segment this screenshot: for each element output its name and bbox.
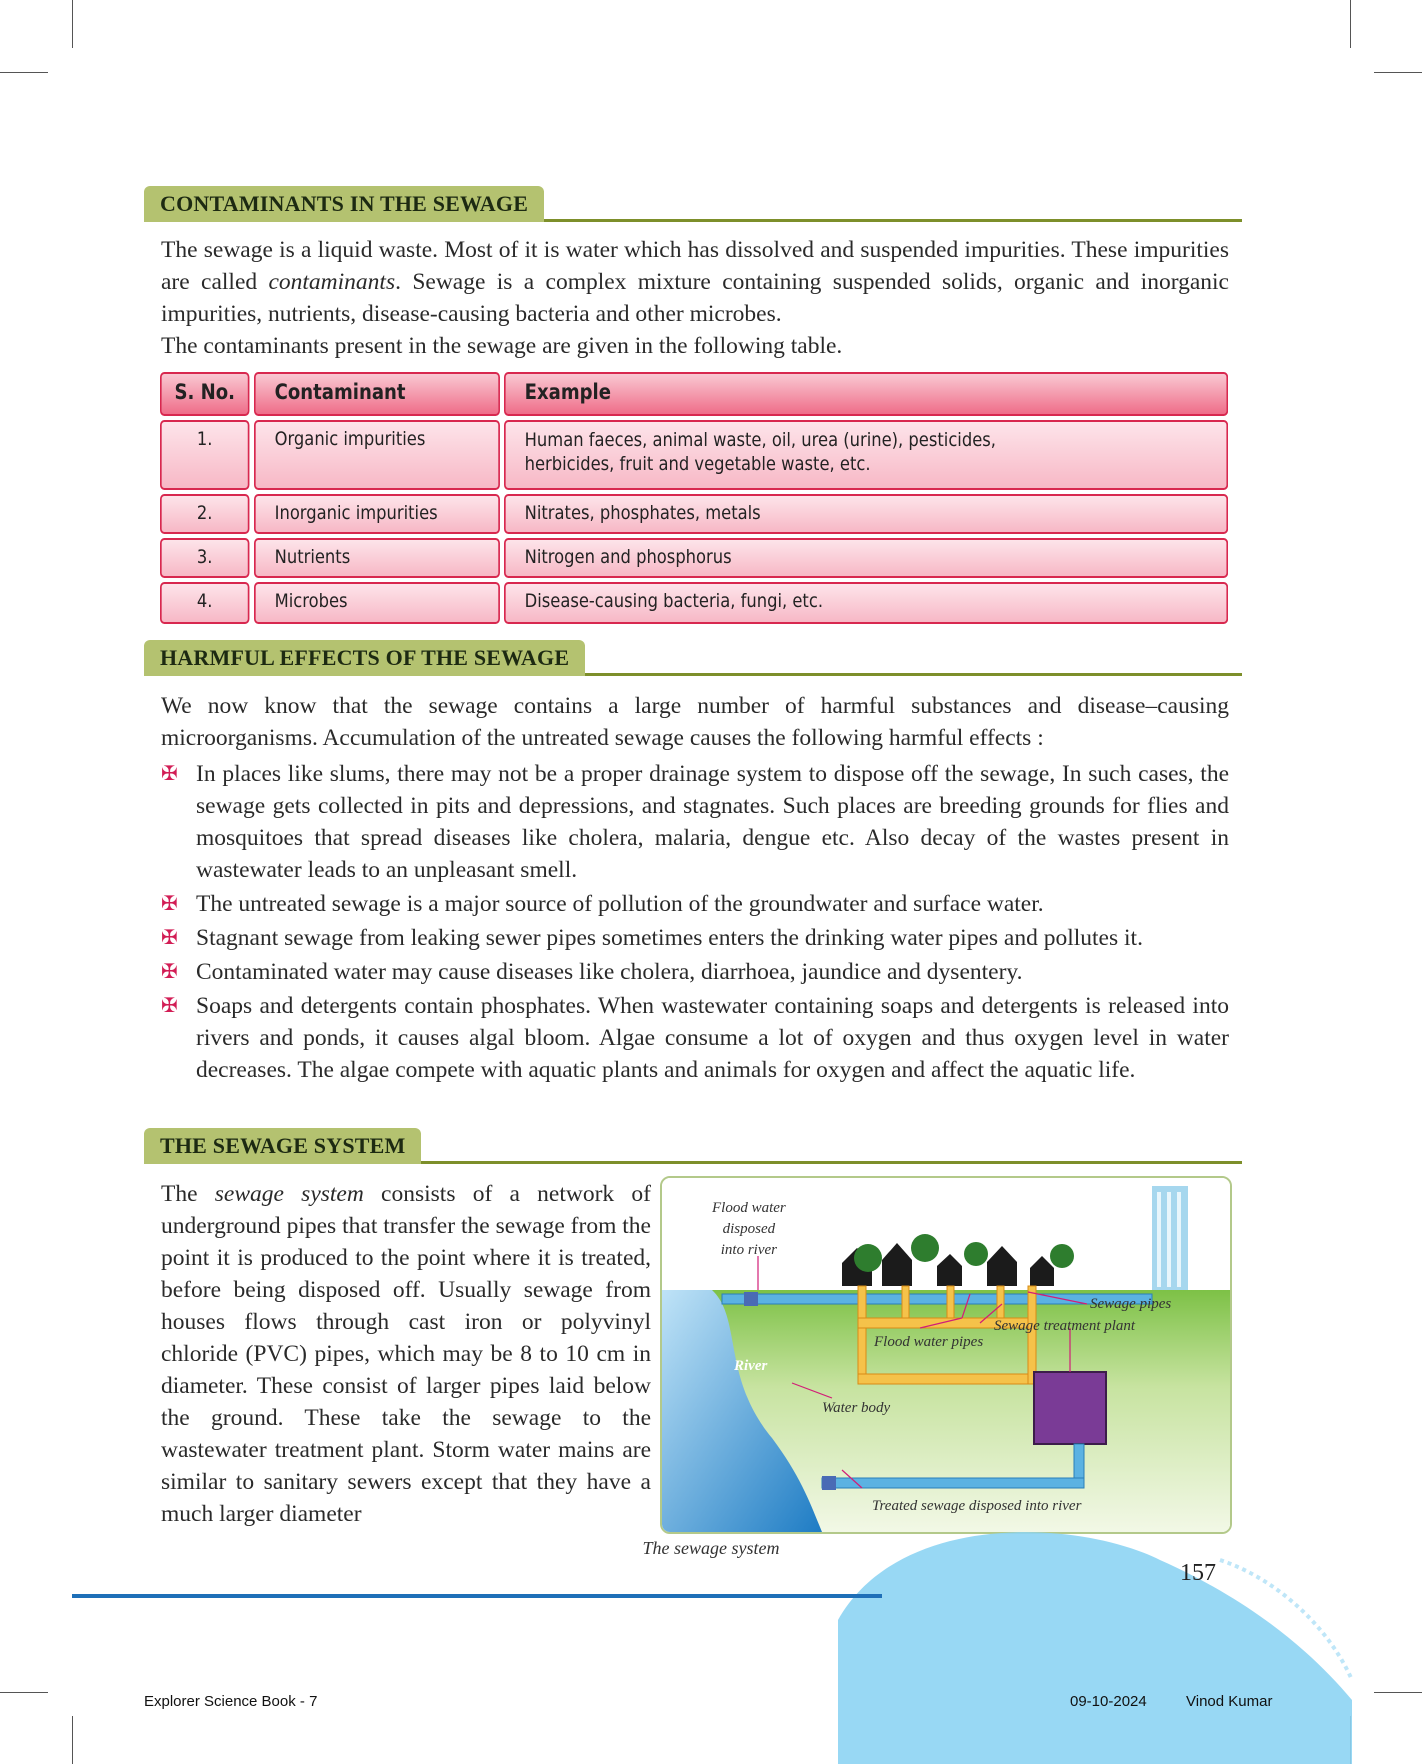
list-item-text: In places like slums, there may not be a proper drainage system to dispose off the sewage, In such cases, the sewage gets collected in pits and depressions, and stagnates. Such places are breeding grounds for flies and mosquitoes that spread diseases like cholera, malaria, dengue etc. Also decay of the wastes present in wastewater leads to an unpleasant smell. [196, 761, 1229, 883]
cell-example: Nitrogen and phosphorus [504, 538, 1228, 578]
cell-sno: 4. [160, 582, 249, 624]
table-intro: The contaminants present in the sewage are given in the following table. [161, 333, 843, 359]
text: consists of a network of underground pipes that transfer the sewage from the point it is produced to the point where it is treated, before being disposed off. Usually sewage from houses flows through cast iron or polyvinyl chloride (PVC) pipes, which may be 8 to 10 cm in diameter. These consist of larger pipes laid below the ground. These take the sewage to the wastewater treatment plant. Storm water mains are similar to sanitary sewers except that they have a much larger diameter [161, 1181, 651, 1527]
list-item-text: Contaminated water may cause diseases like cholera, diarrhoea, jaundice and dysentery. [196, 959, 1023, 985]
bullet-cross-icon: ✠ [161, 961, 178, 983]
label-treated-sewage: Treated sewage disposed into river [872, 1498, 1082, 1514]
bullet-cross-icon: ✠ [161, 893, 178, 915]
text: The [161, 1181, 215, 1207]
cell-example: Nitrates, phosphates, metals [504, 494, 1228, 534]
footer-rule [72, 1594, 882, 1598]
cell-contaminant: Nutrients [254, 538, 500, 578]
label-river: River [734, 1358, 768, 1374]
section-heading: THE SEWAGE SYSTEM [144, 1128, 421, 1164]
page-number: 157 [1180, 1560, 1216, 1586]
bullet-cross-icon: ✠ [161, 995, 178, 1017]
bullet-cross-icon: ✠ [161, 927, 178, 949]
section-heading: CONTAMINANTS IN THE SEWAGE [144, 186, 544, 222]
cell-contaminant: Inorganic impurities [254, 494, 500, 534]
label-line: into river [720, 1242, 777, 1258]
cell-sno: 3. [160, 538, 249, 578]
cell-sno: 2. [160, 494, 249, 534]
bullet-cross-icon: ✠ [161, 763, 178, 785]
footer-date: 09-10-2024 [1070, 1693, 1147, 1710]
label-line: Flood water [712, 1200, 786, 1216]
label-sewage-pipes: Sewage pipes [1090, 1296, 1172, 1312]
emphasis: contaminants [268, 269, 396, 295]
text: The sewage is a liquid waste. Most of it is water which has dissolved and suspended impurities. These impurities are called [161, 237, 1229, 295]
cell-example: Human faeces, animal waste, oil, urea (urine), pesticides, herbicides, fruit and vegetable waste, etc. [504, 420, 1228, 490]
col-header-sno: S. No. [160, 372, 249, 416]
list-item-text: The untreated sewage is a major source of pollution of the groundwater and surface water. [196, 891, 1044, 917]
cell-sno: 1. [160, 420, 249, 490]
footer-author: Vinod Kumar [1186, 1693, 1273, 1710]
footer-book-title: Explorer Science Book - 7 [144, 1693, 318, 1710]
col-header-example: Example [504, 372, 1228, 416]
list-item-text: Soaps and detergents contain phosphates. When wastewater containing soaps and detergents is released into rivers and ponds, it causes algal bloom. Algae consume a lot of oxygen and thus oxygen level in water decreases. The algae compete with aquatic plants and animals for oxygen and affect the aquatic life. [196, 993, 1229, 1083]
cell-example: Disease-causing bacteria, fungi, etc. [504, 582, 1228, 624]
label-water-body: Water body [822, 1400, 891, 1416]
harmful-effects-intro: We now know that the sewage contains a large number of harmful substances and disease–causing microorganisms. Accumulation of the untreated sewage causes the following harmful effects : [161, 693, 1229, 751]
section-heading: HARMFUL EFFECTS OF THE SEWAGE [144, 640, 585, 676]
label-treatment-plant: Sewage treatment plant [994, 1318, 1136, 1334]
label-flood-water-pipes: Flood water pipes [874, 1334, 984, 1350]
emphasis: sewage system [214, 1181, 364, 1207]
cell-contaminant: Organic impurities [254, 420, 500, 490]
col-header-contaminant: Contaminant [254, 372, 500, 416]
cell-contaminant: Microbes [254, 582, 500, 624]
figure-caption: The sewage system [642, 1538, 780, 1558]
label-line: disposed [722, 1221, 776, 1237]
list-item-text: Stagnant sewage from leaking sewer pipes sometimes enters the drinking water pipes and pollutes it. [196, 925, 1143, 951]
text: . Sewage is a complex mixture containing suspended solids, organic and inorganic impurities, nutrients, disease-causing bacteria and other microbes. [161, 269, 1229, 327]
